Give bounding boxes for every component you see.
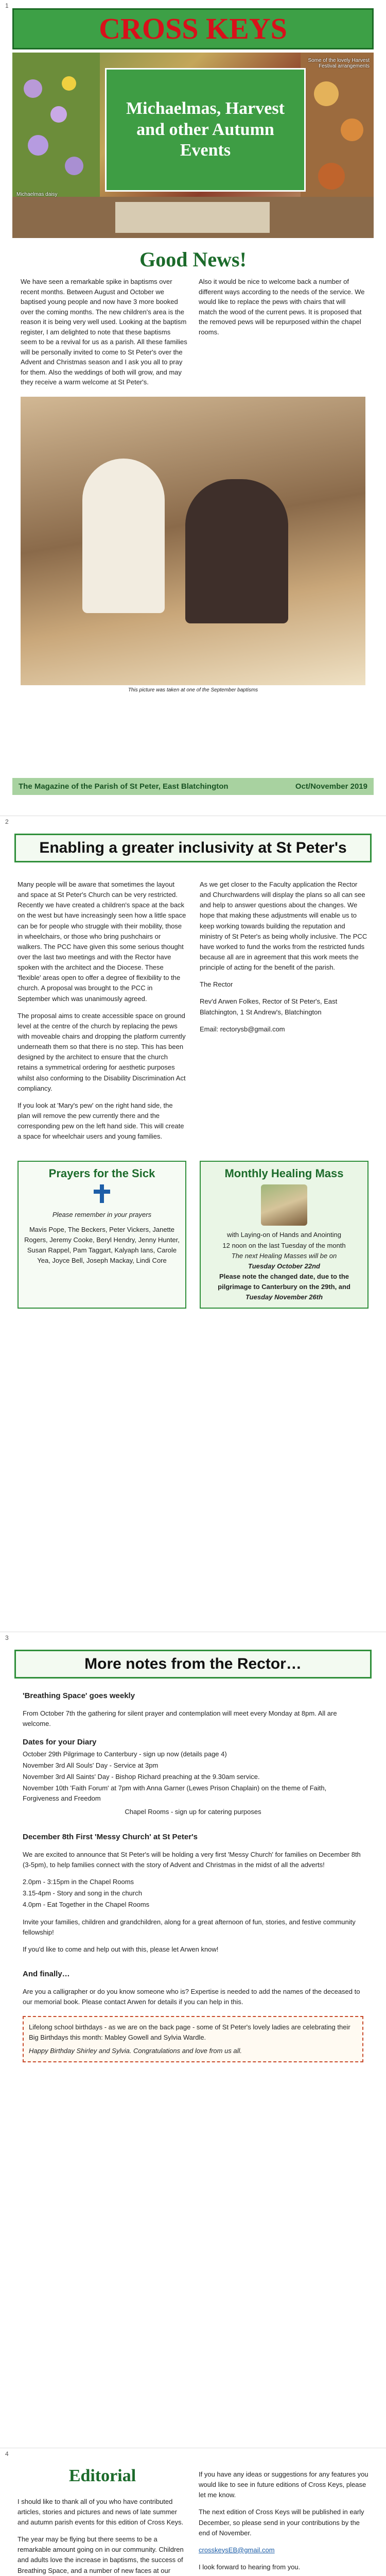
cross-icon <box>92 1183 112 1204</box>
editorial-text-1: I should like to thank all of you who have contributed articles, stories and pictures and news of late summer and autumn parish events for this edition of Cross Keys. <box>17 2497 184 2526</box>
birthday-wishes: Happy Birthday Shirley and Sylvia. Congratulations and love from us all. <box>29 2046 242 2055</box>
mass-line: Tuesday October 22nd <box>248 1262 320 1270</box>
footer-date: Oct/November 2019 <box>295 782 367 791</box>
mass-line: The next Healing Masses will be on <box>231 1251 337 1260</box>
birthday-text: Lifelong school birthdays - as we are on the back page - some of St Peter's lovely ladies are celebrating their Big Birthdays this month: Mabley Gowell and Sylvia Wardle. <box>29 2023 350 2041</box>
inclusivity-para-4: As we get closer to the Faculty application the Rector and Churchwardens will display the plans so all can see and help to answer questions about the changes. We hope that making these adjustments will enable us to keep working towards building the reputation and ministry of St Peter's as being wholly inclusive. The PCC have worked to fund the works from the restricted funds because all are in agreement that this work meets the principle of acting for the benefit of the parish. <box>200 880 367 972</box>
caption-right: Some of the lovely Harvest Festival arrangements <box>308 58 370 69</box>
rector-sign: The Rector <box>200 980 233 989</box>
finally-title: And finally… <box>23 1970 70 1978</box>
inclusivity-page <box>0 816 386 1632</box>
rector-notes-page <box>0 1632 386 2448</box>
messy-schedule: 4.0pm - Eat Together in the Chapel Rooms <box>23 1901 150 1909</box>
inclusivity-para-1: Many people will be aware that sometimes the layout and space at St Peter's Church can be very restricted. Recently we have created a children's space at the back on the west but have increasingly seen how a little space can be for people who struggle with their mobility, those in wheelchairs, or those who bring pushchairs or walkers. The PCC have given this some serious thought over the last two meetings and with the Rector have spoken with the architect and the Diocese. These 'flexible' areas open to offer a degree of flexibility to the church. A proposal was brought to the PCC in September which was unanimously agreed. <box>17 880 186 1003</box>
cover-headline: Michaelmas, Harvest and other Autumn Events <box>105 68 306 192</box>
prayers-subtitle: Please remember in your prayers <box>52 1211 152 1219</box>
magazine-title: CROSS KEYS <box>12 8 374 49</box>
good-news-col-left: We have seen a remarkable spike in baptisms over recent months. Between August and October we baptised young people and now have 3 more booked over the coming months. The new children's area is the reason it is being very well used. Looking at the baptism register, I am delighted to note that these baptisms seem to be a revival for us as a parish. All these families will be personally invited to come to St Peter's over the Advent and Christmas season and I ask you all to pray for them. Also the weddings of both will grow, and may they receive a warm welcome at St Peter's. <box>21 278 187 386</box>
diary-date: November 3rd All Saints' Day - Bishop Richard preaching at the 9.30am service. <box>23 1773 260 1781</box>
rector-figure <box>185 479 288 623</box>
good-news-col-right: Also it would be nice to welcome back a number of different ways according to the needs of the service. We would like to replace the pews with chairs that will match the wood of the current pews. It is proposed that the removed pews will be repurposed within the chapel rooms. <box>199 278 365 336</box>
mass-line: with Laying-on of Hands and Anointing <box>227 1231 341 1239</box>
good-news-text <box>21 277 365 387</box>
messy-invite: Invite your families, children and grandchildren, along for a great afternoon of fun, stories, and festive community fellowship! <box>23 1918 356 1936</box>
photo-caption: This picture was taken at one of the September baptisms <box>128 687 258 693</box>
editorial-title: Editorial <box>68 2466 136 2485</box>
messy-schedule: 3.15-4pm - Story and song in the church <box>23 1889 142 1897</box>
baptism-photo <box>21 397 365 685</box>
breathing-text: From October 7th the gathering for silent prayer and contemplation will meet every Monday at 8pm. All are welcome. <box>23 1709 337 1728</box>
page-number: 1 <box>5 2 9 9</box>
editorial-right-2: The next edition of Cross Keys will be published in early December, so please send in your contributions by the end of November. <box>199 2508 364 2537</box>
page-number: 2 <box>5 818 9 825</box>
cover-page <box>0 0 386 816</box>
editorial-email[interactable]: crosskeysEB@gmail.com <box>199 2546 275 2554</box>
page-number: 4 <box>5 2450 9 2458</box>
breathing-title: 'Breathing Space' goes weekly <box>23 1691 135 1700</box>
hands-image <box>261 1184 307 1226</box>
magazine-footer <box>12 778 374 795</box>
editorial-text-2: The year may be flying but there seems to be a remarkable amount going on in our community. Children and adults love the increase in baptisms, the success of Breathing Space, and a number of new faces at our <box>17 2535 184 2574</box>
prayers-names: Mavis Pope, The Beckers, Peter Vickers, Janette Rogers, Jeremy Cooke, Beryl Hendry, Jenny Hunter, Susan Rappel, Pam Taggart, Kalyaph Ians, Carole Yea, Joyce Bell, Joseph Mackay, Lindi Core <box>24 1225 180 1264</box>
diary-date: November 10th 'Faith Forum' at 7pm with Anna Garner (Lewes Prison Chaplain) on the theme of Faith, Forgiveness and Freedom <box>23 1784 327 1803</box>
dates-title: Dates for your Diary <box>23 1737 97 1747</box>
inclusivity-para-2: The proposal aims to create accessible space on ground level at the centre of the church by replacing the pews with moveable chairs and dropping the platform currently underneath them so that there is no step. This has been designed by the architect to ensure that the church retains a symmetrical ordering for aesthetic purposes whilst also conforming to the Disability Discrimination Act compliancy. <box>17 1011 186 1092</box>
prayers-title: Prayers for the Sick <box>48 1167 155 1180</box>
editorial-page <box>0 2448 386 2576</box>
rector-notes-heading: More notes from the Rector… <box>14 1650 372 1679</box>
healing-mass-box <box>200 1161 369 1309</box>
rector-address: Rev'd Arwen Folkes, Rector of St Peter's, East Blatchington, 1 St Andrew's, Blatchington <box>200 997 338 1016</box>
prayers-box <box>17 1161 186 1309</box>
inclusivity-para-3: If you look at 'Mary's pew' on the right hand side, the plan will remove the pew currently there and the corresponding pew on the left hand side. This will create a space for wheelchair users and young families. <box>17 1101 184 1141</box>
cover-photo <box>12 53 374 238</box>
finally-text: Are you a calligrapher or do you know someone who is? Expertise is needed to add the names of the deceased to our memorial book. Please contact Arwen for details if you can help in this. <box>23 1988 360 2006</box>
messy-title: December 8th First 'Messy Church' at St Peter's <box>23 1832 198 1841</box>
editorial-right-1: If you have any ideas or suggestions for any features you would like to see in future editions of Cross Keys, please let me know. <box>199 2470 369 2499</box>
caption-left: Michaelmas daisy <box>16 192 58 197</box>
mass-line: Please note the changed date, due to the pilgrimage to Canterbury on the 29th, and <box>218 1272 350 1291</box>
footer-parish: The Magazine of the Parish of St Peter, East Blatchington <box>19 782 229 791</box>
inclusivity-heading: Enabling a greater inclusivity at St Peter's <box>14 834 372 862</box>
diary-date: October 29th Pilgrimage to Canterbury - sign up now (details page 4) <box>23 1750 227 1758</box>
chapel-note: Chapel Rooms - sign up for catering purposes <box>125 1808 261 1816</box>
page-number: 3 <box>5 1634 9 1641</box>
healing-mass-title: Monthly Healing Mass <box>224 1167 344 1180</box>
messy-schedule: 2.0pm - 3:15pm in the Chapel Rooms <box>23 1878 134 1886</box>
editorial-thanks: I look forward to hearing from you. <box>199 2563 301 2571</box>
messy-help: If you'd like to come and help out with this, please let Arwen know! <box>23 1945 219 1953</box>
messy-text: We are excited to announce that St Peter's will be holding a very first 'Messy Church' for families on December 8th (3-5pm), to help families connect with the story of Advent and Christmas in the midst of all the adverts! <box>23 1850 361 1869</box>
birthday-box <box>23 2016 363 2062</box>
mass-line: Tuesday November 26th <box>245 1293 323 1301</box>
font-figure <box>82 459 165 613</box>
diary-date: November 3rd All Souls' Day - Service at 3pm <box>23 1761 159 1769</box>
mass-line: 12 noon on the last Tuesday of the month <box>222 1241 346 1249</box>
good-news-heading: Good News! <box>139 248 247 271</box>
rector-email: Email: rectorysb@gmail.com <box>200 1025 285 1033</box>
